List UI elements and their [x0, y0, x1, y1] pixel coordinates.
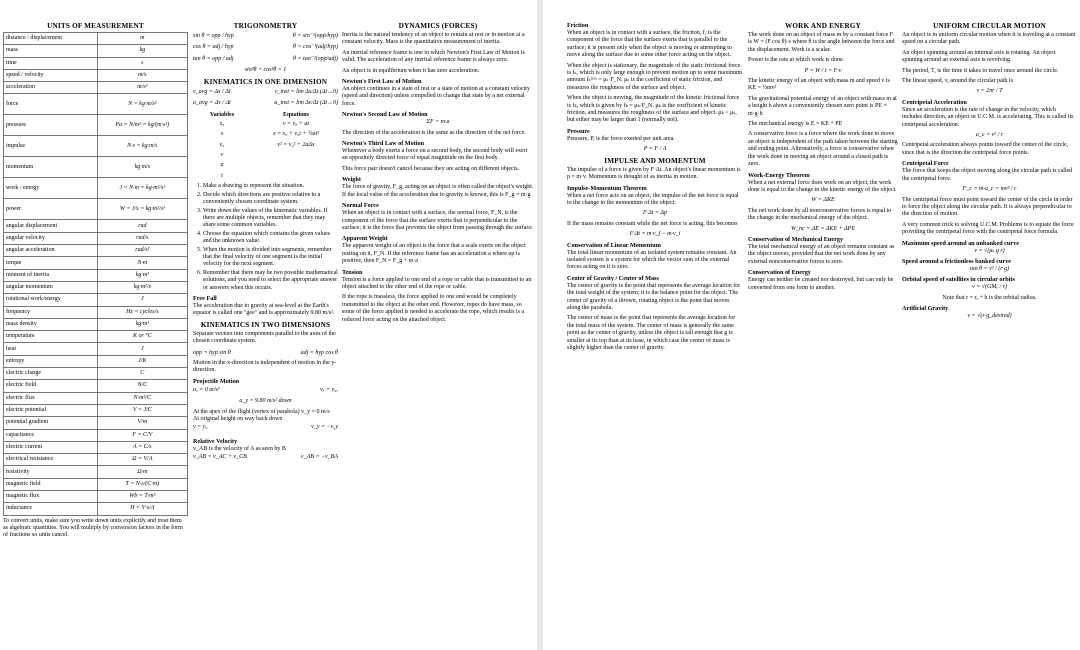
weight-text: The force of gravity, F_g, acting on an object is often called the object's weight. If the local value of the acceleration due to gravity is known, this is F_g = m·g: [342, 184, 534, 198]
units-row: [4, 404, 188, 416]
variable: x: [220, 131, 224, 138]
variables-heading: Variables: [209, 112, 235, 119]
ucm-text1: An object is in uniform circular motion when it is traveling at a constant speed on a circular path.: [902, 32, 1076, 46]
units-row: [4, 281, 188, 293]
units-row: [4, 82, 188, 94]
units-row: [4, 441, 188, 453]
wet-title: Work-Energy Theorem: [748, 171, 810, 179]
units-row: [4, 136, 188, 157]
unit-symbol: rad/s²: [97, 245, 187, 257]
normal-title: Normal Force: [342, 202, 379, 210]
coe-text: Energy can neither be created nor destroyed, but can only be converted from one form to another.: [748, 277, 894, 291]
unit-quantity: electric charge: [4, 368, 98, 380]
freefall-text: The acceleration due to gravity at sea-level at the Earth's equator is called one "gee" and is approximately 9.80 m/s².: [193, 302, 335, 317]
unit-symbol: m/s²: [97, 82, 187, 94]
unit-symbol: K or °C: [97, 331, 187, 343]
unit-quantity: distance / displacement: [4, 33, 98, 45]
unit-symbol: J: [97, 343, 187, 355]
kinematic-equation: x = x₀ + v₀t + ½at²: [272, 131, 319, 138]
unit-symbol: J = N·m = kg·m²/s²: [97, 178, 187, 199]
dyn-inertia: Inertia is the natural tendency of an object to remain at rest or in motion at a constant velocity. Mass is the quantitative measurement of inertia.: [342, 32, 525, 46]
unit-quantity: speed / velocity: [4, 69, 98, 81]
come-title: Conservation of Mechanical Energy: [748, 235, 844, 243]
relative-formula: v_AB = −v_BA: [300, 454, 338, 461]
unit-symbol: m: [97, 33, 187, 45]
com-text: The center of mass is the point that represents the average location for the total mass of the system. The center of mass is generally the same point as the center of gravity, unless the object is tall enough that g is smaller at its top than at its base, in which case the center of mass is slightly higher than the center of gravity.: [567, 315, 736, 351]
units-row: [4, 503, 188, 515]
wet-formula2: W_nc = ΔE = ΔKE + ΔPE: [790, 225, 856, 232]
tension-text2: If the rope is massless, the force applied to one end would be completely transmitted to the object at the other end. However, ropes do have mass, so some of the force applied is needed to accelerate the rope, which results is a reduced force acting on the attached object.: [342, 294, 525, 323]
unit-symbol: Pa = N/m² = kg/(m·s²): [97, 115, 187, 136]
projectile-formula: y = y₀: [193, 424, 208, 431]
newton3-text2: This force pair doesn't cancel because they are acting on different objects.: [342, 165, 520, 172]
imt-text2: If the mass remains constant while the net force is acting, this becomes: [567, 220, 738, 227]
ucm-text4: The linear speed, v, around the circular path is: [902, 78, 1013, 85]
units-row: [4, 232, 188, 244]
formula-vinst: v_inst = lim Δx/Δt (Δt→0): [274, 88, 338, 95]
colm-title: Conservation of Linear Momentum: [567, 241, 661, 249]
unit-symbol: kg·m²: [97, 269, 187, 281]
unit-quantity: electric potential: [4, 404, 98, 416]
units-row: [4, 294, 188, 306]
unit-symbol: rad: [97, 220, 187, 232]
unit-quantity: angular displacement: [4, 220, 98, 232]
step-item: 1. Make a drawing to represent the situation.: [203, 183, 338, 190]
artificial-gravity-title: Artificial Gravity: [902, 305, 949, 313]
units-row: [4, 69, 188, 81]
unit-symbol: rad/s: [97, 232, 187, 244]
formula-asin: θ = sin⁻¹(opp/hyp): [292, 33, 338, 39]
unit-symbol: C: [97, 368, 187, 380]
unit-symbol: Hz = cycles/s: [97, 306, 187, 318]
normal-text: When an object is in contact with a surface, the normal force, F_N, is the component of the force that the surface exerts that is perpendicular to the surface; it is the force that prevents the object from passing through the surface.: [342, 210, 534, 231]
kinematic-equation: v² = v₀² + 2aΔx: [277, 141, 315, 148]
unit-symbol: W = J/s = kg·m²/s³: [97, 199, 187, 220]
orbital-note: Note that r = rₑ + h is the orbital radius.: [942, 294, 1037, 301]
unit-quantity: electric field: [4, 380, 98, 392]
imt-title: Impulse-Momentum Theorem: [567, 184, 647, 192]
artificial-gravity-formula: v = √(r·g_desired): [967, 313, 1012, 320]
projectile-formula: a_y = 9.80 m/s² down: [239, 398, 292, 405]
projectile-formula: At the apex of the flight (vertex of parabola) v_y = 0 m/s: [193, 408, 330, 415]
unit-symbol: N·s = kg·m/s: [97, 136, 187, 157]
unit-symbol: T = N·s/(C·m): [97, 478, 187, 490]
units-row: [4, 380, 188, 392]
units-row: [4, 355, 188, 367]
unit-symbol: Wb = T·m²: [97, 491, 187, 503]
speed-formula: v = 2πr / T: [976, 88, 1003, 95]
unit-symbol: m/s: [97, 69, 187, 81]
trig-column: [193, 22, 338, 622]
weight-title: Weight: [342, 176, 361, 184]
centripetal-force-text3: A very common trick to solving U.C.M. Problems is to equate the force providing the centripetal force with the centripetal force formula.: [902, 221, 1074, 236]
kin2-title: KINEMATICS IN TWO DIMENSIONS: [200, 320, 331, 329]
units-row: [4, 257, 188, 269]
unit-quantity: potential gradient: [4, 417, 98, 429]
unit-quantity: resistivity: [4, 466, 98, 478]
formula-opp: opp = hyp sin θ: [193, 349, 231, 356]
units-row: [4, 45, 188, 57]
kinematic-equation: v = v₀ + at: [282, 120, 310, 127]
imt-text: When a net force acts on an object, the impulse of the net force is equal to the change in the momentum of the object.: [567, 192, 739, 206]
variable: v₀: [219, 141, 225, 148]
units-note: To convert units, make sure you write down units explicitly and treat them as algebraic quantities. You will multiply by conversion factors in the form of fractions so units cancel.: [3, 517, 183, 539]
unit-symbol: N/C: [97, 380, 187, 392]
centripetal-force-formula: F_c = m·a_c = mv² / r: [962, 186, 1017, 193]
impulse-text: The impulse of a force is given by F·Δt. An object's linear momentum is p = m·v. Momentum is thought of as inertia in motion.: [567, 166, 741, 181]
apparent-weight-title: Apparent Weight: [342, 235, 388, 243]
units-column: [3, 22, 188, 622]
unit-quantity: pressure: [4, 115, 98, 136]
formula-ainst: a_inst = lim Δv/Δt (Δt→0): [274, 100, 338, 107]
newton2-text: The direction of the acceleration is the same as the direction of the net force.: [342, 129, 526, 136]
units-title: UNITS OF MEASUREMENT: [47, 22, 144, 30]
unit-quantity: work / energy: [4, 178, 98, 199]
variable: v: [220, 152, 224, 159]
centripetal-acc-title: Centripetal Acceleration: [902, 98, 967, 106]
units-row: [4, 269, 188, 281]
ucm-text2: An object spinning around an internal axis is rotating. An object spinning around an external axis is revolving.: [902, 49, 1056, 64]
unit-quantity: momentum: [4, 157, 98, 178]
trig-title: TRIGONOMETRY: [233, 22, 298, 30]
impulse-title: IMPULSE AND MOMENTUM: [604, 156, 706, 165]
newton2-title: Newton's Second Law of Motion: [342, 111, 428, 119]
unit-quantity: capacitance: [4, 429, 98, 441]
units-row: [4, 454, 188, 466]
newton1-text: An object continues in a state of rest or a state of motion at a constant velocity (speed and direction) unless compelled to change that state by a net external force.: [342, 86, 530, 107]
unit-quantity: angular acceleration: [4, 245, 98, 257]
variable: a: [220, 162, 224, 169]
dyn-inertial-frame: An inertial reference frame is one in which Newton's First Law of Motion is valid. The acceleration of any inertial reference frame is always zero.: [342, 49, 525, 64]
unit-quantity: moment of inertia: [4, 269, 98, 281]
unit-quantity: angular momentum: [4, 281, 98, 293]
coe-title: Conservation of Energy: [748, 269, 811, 277]
unit-symbol: F = C/V: [97, 429, 187, 441]
newton3-title: Newton's Third Law of Motion: [342, 140, 425, 148]
dyn-equilibrium: An object is in equilibrium when it has zero acceleration.: [342, 67, 480, 74]
tension-text: Tension is a force applied to one end of a rope or cable that is transmitted to an object attached to the other end of the rope or cable.: [342, 276, 532, 290]
unit-quantity: frequency: [4, 306, 98, 318]
orbital-speed-formula: v = √(GMₑ / r): [972, 284, 1007, 291]
power-formula: P = W / t = F·v: [804, 67, 842, 74]
apparent-weight-text: The apparent weight of an object is the force that a scale exerts on the object resting on it, F_N. If the reference frame has an acceleration a where up is positive, then F_N = F_g + m·a: [342, 243, 526, 265]
units-row: [4, 417, 188, 429]
pressure-formula: P = F / A: [643, 146, 667, 153]
units-row: [4, 157, 188, 178]
variables-list: [193, 112, 251, 183]
step-item: 4. Choose the equation which contains the given values and the unknown value.: [203, 231, 338, 246]
projectile-formula: At original height on way back down: [193, 416, 283, 423]
unit-quantity: torque: [4, 257, 98, 269]
formula-atan: θ = tan⁻¹(opp/adj): [293, 55, 338, 62]
projectile-formula: v_y = −v₀y: [311, 424, 338, 431]
step-item: 6. Remember that there may be two possible mathematical solutions, and you need to select the appropriate answer or answers when this occurs.: [203, 270, 338, 292]
cog-text: The center of gravity is the point that represents the average location for the total weight of the system; it is the balance point for the object. The center of gravity of a thrown, rotating object is the point that moves along the parabola.: [567, 282, 741, 311]
work-title: WORK AND ENERGY: [784, 22, 862, 30]
formula-sin: sin θ = opp / hyp: [193, 33, 234, 39]
step-item: 2. Decide which directions are positive relative to a conveniently chosen coordinate system.: [203, 192, 338, 207]
units-row: [4, 368, 188, 380]
power-text: Power is the rate at which work is done.: [748, 57, 845, 64]
formula-acos: θ = cos⁻¹(adj/hyp): [293, 44, 338, 51]
units-row: [4, 199, 188, 220]
banked-curve-title: Speed around a frictionless banked curve: [902, 257, 1012, 265]
unit-symbol: kg/m³: [97, 318, 187, 330]
units-row: [4, 245, 188, 257]
pressure-text: Pressure, P, is the force exerted per unit area.: [567, 135, 675, 142]
ucm-title: UNIFORM CIRCULAR MOTION: [933, 22, 1046, 30]
friction-title: Friction: [567, 22, 589, 29]
unit-quantity: rotational work/energy: [4, 294, 98, 306]
unit-quantity: power: [4, 199, 98, 220]
kin2-text2: Motion in the x-direction is independent of motion in the y-direction.: [193, 360, 337, 374]
dynamics-column: [342, 22, 534, 622]
units-row: [4, 466, 188, 478]
kinetic-energy-text: The kinetic energy of an object with mass m and speed v is KE = ½mv²: [748, 78, 890, 92]
unit-symbol: N·m: [97, 257, 187, 269]
unit-quantity: inductance: [4, 503, 98, 515]
centripetal-acc-formula: a_c = v² / r: [975, 132, 1004, 139]
formula-cos: cos θ = adj / hyp: [193, 44, 234, 51]
unit-symbol: N·m²/C: [97, 392, 187, 404]
variable: x₀: [219, 120, 225, 127]
unit-symbol: Ω = V/A: [97, 454, 187, 466]
step-item: 3. Write down the values of the kinematic variables. If there are multiple objects, remember that they may share some common variables.: [203, 208, 338, 230]
friction-column: [567, 22, 743, 622]
banked-curve-formula: tan θ = v² / (r g): [969, 265, 1010, 272]
kin1-title: KINEMATICS IN ONE DIMENSION: [203, 77, 328, 86]
variable: t: [221, 172, 223, 179]
step-item: 5. When the motion is divided into segments, remember that the final velocity of one segment is the initial velocity for the next segment.: [203, 247, 338, 269]
unit-quantity: electric current: [4, 441, 98, 453]
units-row: [4, 33, 188, 45]
unit-quantity: force: [4, 94, 98, 115]
wet-text2: The net work done by all nonconservative forces is equal to the change in the mechanical energy of the object.: [748, 207, 892, 222]
cog-title: Center of Gravity / Center of Mass: [567, 274, 659, 282]
ucm-text3: The period, T, is the time it takes to travel once around the circle.: [902, 67, 1059, 74]
units-row: [4, 331, 188, 343]
tension-title: Tension: [342, 268, 363, 276]
units-row: [4, 115, 188, 136]
max-speed-title: Maximum speed around an unbanked curve: [902, 239, 1019, 247]
problem-steps: [193, 183, 338, 292]
units-row: [4, 478, 188, 490]
units-row: [4, 220, 188, 232]
newton1-title: Newton's First Law of Motion: [342, 78, 422, 86]
unit-quantity: heat: [4, 343, 98, 355]
relative-formula: v_AB = v_AC + v_CB: [193, 454, 247, 461]
static-friction-text: When the object is stationary, the magnitude of the static frictional force is fₛ, which is only large enough to prevent motion up to some maximum amount fₛᵐᵃˣ = μₛ·F_N. μₛ is the coefficient of static friction, and measures the roughness of the surface and object.: [567, 62, 743, 91]
mechanical-energy-text: The mechanical energy is E = KE + PE: [748, 121, 843, 128]
centripetal-acc-text: Since an acceleration is the rate of change in the velocity, which includes direction, an object in U.C.M. is accelerating. This is called its centripetal acceleration.: [902, 106, 1074, 128]
units-row: [4, 429, 188, 441]
newton2-formula: ΣF = m·a: [426, 119, 450, 126]
page-two: [543, 22, 1080, 622]
centripetal-acc-text2: Centripetal acceleration always points toward the center of the circle, since that is the direction the centripetal force points.: [902, 142, 1069, 156]
projectile-title: Projectile Motion: [193, 377, 240, 385]
freefall-title: Free Fall: [193, 294, 217, 302]
unit-symbol: J/K: [97, 355, 187, 367]
units-row: [4, 94, 188, 115]
unit-quantity: entropy: [4, 355, 98, 367]
units-row: [4, 392, 188, 404]
unit-quantity: time: [4, 57, 98, 69]
units-row: [4, 57, 188, 69]
unit-quantity: electrical resistance: [4, 454, 98, 466]
relative-velocity-title: Relative Velocity: [193, 437, 238, 445]
unit-symbol: kg·m²/s: [97, 281, 187, 293]
conservative-force-text: A conservative force is a force where the work done to move an object is independent of the path taken between the starting and ending point. Alternatively, a force is conservative when the work done in moving an object around a closed path is zero.: [748, 131, 898, 168]
max-speed-formula: v = √(μₛ g r): [974, 247, 1005, 254]
unit-symbol: V = J/C: [97, 404, 187, 416]
formula-pythag-identity: sin²θ + cos²θ = 1: [244, 67, 287, 74]
unit-quantity: magnetic flux: [4, 491, 98, 503]
units-row: [4, 318, 188, 330]
unit-symbol: kg·m/s: [97, 157, 187, 178]
colm-text: The total linear momentum of an isolated system remains constant. An isolated system is a system for which the vector sum of the external forces acting on it is zero.: [567, 249, 737, 271]
formula-adj: adj = hyp cos θ: [300, 349, 338, 356]
unit-quantity: magnetic field: [4, 478, 98, 490]
page-one: [0, 22, 537, 622]
wet-formula: W = ΔKE: [811, 197, 835, 204]
projectile-formula: aₓ = 0 m/s²: [193, 386, 220, 393]
units-row: [4, 306, 188, 318]
unit-symbol: V/m: [97, 417, 187, 429]
centripetal-force-text: The force that keeps the object moving along the circular path is called the centripetal force.: [902, 168, 1073, 182]
wet-text: When a net external force does work on an object, the work done is equal to the change in the kinetic energy of the object.: [748, 179, 897, 193]
units-row: [4, 343, 188, 355]
work-column: [748, 22, 898, 622]
unit-symbol: s: [97, 57, 187, 69]
centripetal-force-title: Centripetal Force: [902, 160, 949, 168]
equations-heading: Equations: [282, 112, 309, 119]
unit-symbol: A = C/s: [97, 441, 187, 453]
unit-symbol: Ω·m: [97, 466, 187, 478]
newton3-text: Whenever a body exerts a force on a second body, the second body will exert an oppositely directed force of equal magnitude on the first body.: [342, 148, 528, 162]
kin2-text: Separate vectors into components parallel to the axes of the chosen coordinate system.: [193, 330, 336, 345]
units-row: [4, 178, 188, 199]
unit-symbol: N = kg·m/s²: [97, 94, 187, 115]
friction-text: When an object is in contact with a surface, the friction, f, is the component of the force that the surface exerts that is parallel to the surface; it is present only when the object is moving or attempting to move along the surface due to some other force acting on the object.: [567, 30, 732, 59]
unit-symbol: H = V·s/A: [97, 503, 187, 515]
unit-symbol: J: [97, 294, 187, 306]
formula-tan: tan θ = opp / adj: [193, 55, 234, 62]
equations-list: [254, 112, 338, 183]
potential-energy-text: The gravitational potential energy of an object with mass m at a height h above a conveniently chosen zero point is PE = m·g·h: [748, 95, 897, 117]
unit-quantity: temperature: [4, 331, 98, 343]
formula-vavg: v_avg = Δx / Δt: [193, 88, 231, 95]
unit-quantity: acceleration: [4, 82, 98, 94]
kinetic-friction-text: When the object is moving, the magnitude of the kinetic frictional force is fₖ, which is given by fₖ = μₖ·F_N. μₖ is the coefficient of kinetic friction, and measures the roughness of the surface and object. μₖ < μₛ, but either may be larger than 1 (normally not).: [567, 95, 740, 124]
unit-quantity: mass density: [4, 318, 98, 330]
relative-velocity-text: v_AB is the velocity of A as seen by B: [193, 445, 286, 452]
unit-quantity: mass: [4, 45, 98, 57]
units-row: [4, 491, 188, 503]
centripetal-force-text2: The centripetal force must point toward the center of the circle in order to force the object along the circular path. It is always perpendicular to the direction of motion.: [902, 196, 1073, 218]
units-table: [3, 32, 188, 516]
come-text: The total mechanical energy of an object remains constant as the object moves, provided that the net work done by any external nonconservative forces is zero.: [748, 243, 895, 265]
projectile-formula: vₓ = v₀ₓ: [320, 386, 338, 393]
unit-quantity: impulse: [4, 136, 98, 157]
unit-symbol: kg: [97, 45, 187, 57]
imt-formula: F·Δt = Δp: [643, 210, 667, 217]
pressure-title: Pressure: [567, 127, 590, 135]
ucm-column: [902, 22, 1077, 622]
unit-quantity: angular velocity: [4, 232, 98, 244]
dynamics-title: DYNAMICS (FORCES): [398, 22, 478, 30]
imt-formula2: F·Δt = m·v_f − m·v_i: [629, 231, 681, 238]
orbital-speed-title: Orbital speed of satellites in circular orbits: [902, 276, 1015, 284]
work-text: The work done on an object of mass m by a constant force F is W = (F cos θ)·s where θ is the angle between the force and the displacement. Work is a scalar.: [748, 32, 895, 53]
unit-quantity: electric flux: [4, 392, 98, 404]
formula-aavg: a_avg = Δv / Δt: [193, 100, 231, 107]
